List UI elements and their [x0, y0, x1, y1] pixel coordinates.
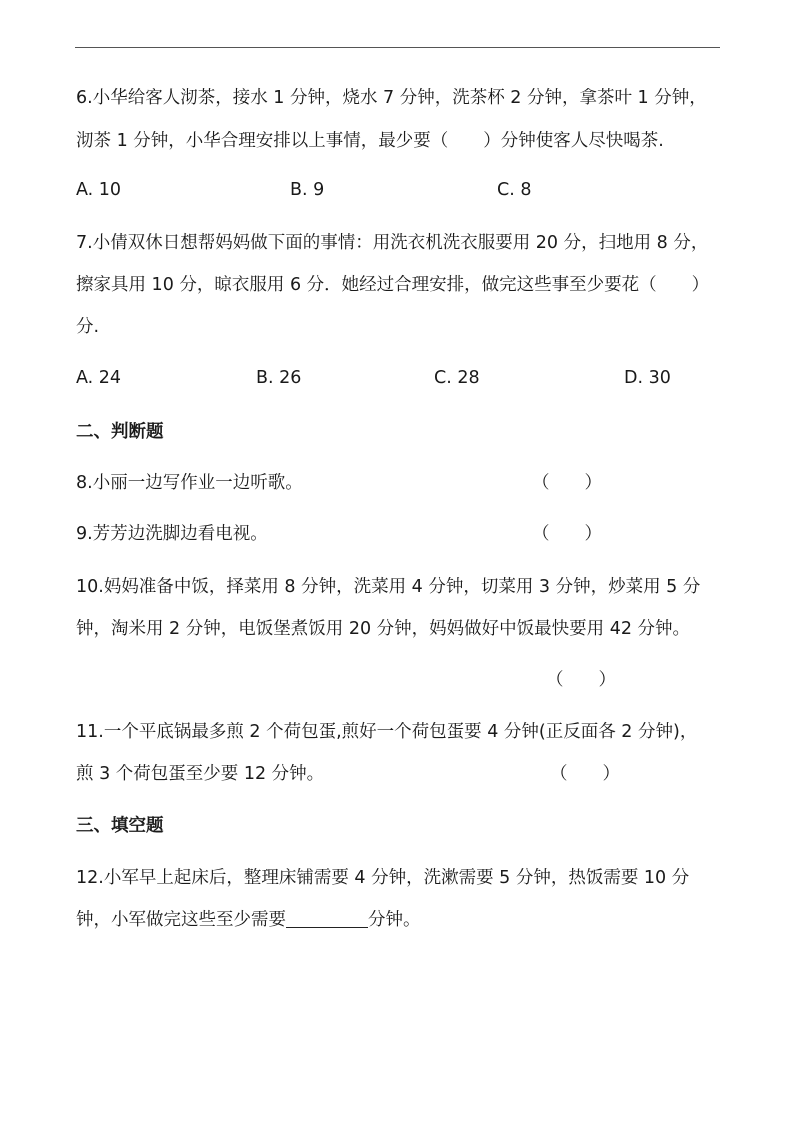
q10-answer-paren: （ ） [546, 670, 616, 690]
q6-option-c: C. 8 [497, 180, 532, 200]
q7-line1: 7.小倩双休日想帮妈妈做下面的事情：用洗衣机洗衣服要用 20 分，扫地用 8 分， [76, 233, 709, 253]
q12-line2-before: 钟，小军做完这些至少需要 [76, 910, 286, 930]
q11-line2: 煎 3 个荷包蛋至少要 12 分钟。 [76, 764, 325, 784]
q6-option-b: B. 9 [290, 180, 325, 200]
q12-line1: 12.小军早上起床后，整理床铺需要 4 分钟，洗漱需要 5 分钟，热饭需要 10 分 [76, 868, 690, 888]
q7-option-c: C. 28 [434, 368, 480, 388]
q10-line2: 钟，淘米用 2 分钟，电饭堡煮饭用 20 分钟，妈妈做好中饭最快要用 42 分钟。 [76, 619, 691, 639]
q11-answer-paren: （ ） [550, 764, 620, 784]
q6-line2: 沏茶 1 分钟，小华合理安排以上事情，最少要（ ）分钟使客人尽快喝茶. [76, 131, 664, 151]
q12-line2-after: 分钟。 [368, 910, 421, 930]
q8-answer-paren: （ ） [532, 473, 602, 493]
header-rule [75, 47, 720, 48]
q7-line3: 分. [76, 317, 100, 337]
section2-title: 二、判断题 [76, 422, 164, 442]
q11-line1: 11.一个平底锅最多煎 2 个荷包蛋,煎好一个荷包蛋要 4 分钟(正反面各 2 分钟)， [76, 722, 698, 742]
q10-line1: 10.妈妈准备中饭，择菜用 8 分钟，洗菜用 4 分钟，切菜用 3 分钟，炒菜用 5 分 [76, 577, 701, 597]
q7-option-a: A. 24 [76, 368, 122, 388]
q8-text: 8.小丽一边写作业一边听歌。 [76, 473, 303, 493]
section3-title: 三、填空题 [76, 816, 164, 836]
q7-line2: 擦家具用 10 分，晾衣服用 6 分．她经过合理安排，做完这些事至少要花（ ） [76, 275, 710, 295]
q6-line1: 6.小华给客人沏茶，接水 1 分钟，烧水 7 分钟，洗茶杯 2 分钟，拿茶叶 1 分钟， [76, 88, 707, 108]
q9-text: 9.芳芳边洗脚边看电视。 [76, 524, 268, 544]
q12-line2 [76, 908, 421, 932]
q9-answer-paren: （ ） [532, 524, 602, 544]
q7-option-d: D. 30 [624, 368, 671, 388]
q7-option-b: B. 26 [256, 368, 302, 388]
q12-answer-blank[interactable] [286, 909, 368, 928]
q6-option-a: A. 10 [76, 180, 122, 200]
